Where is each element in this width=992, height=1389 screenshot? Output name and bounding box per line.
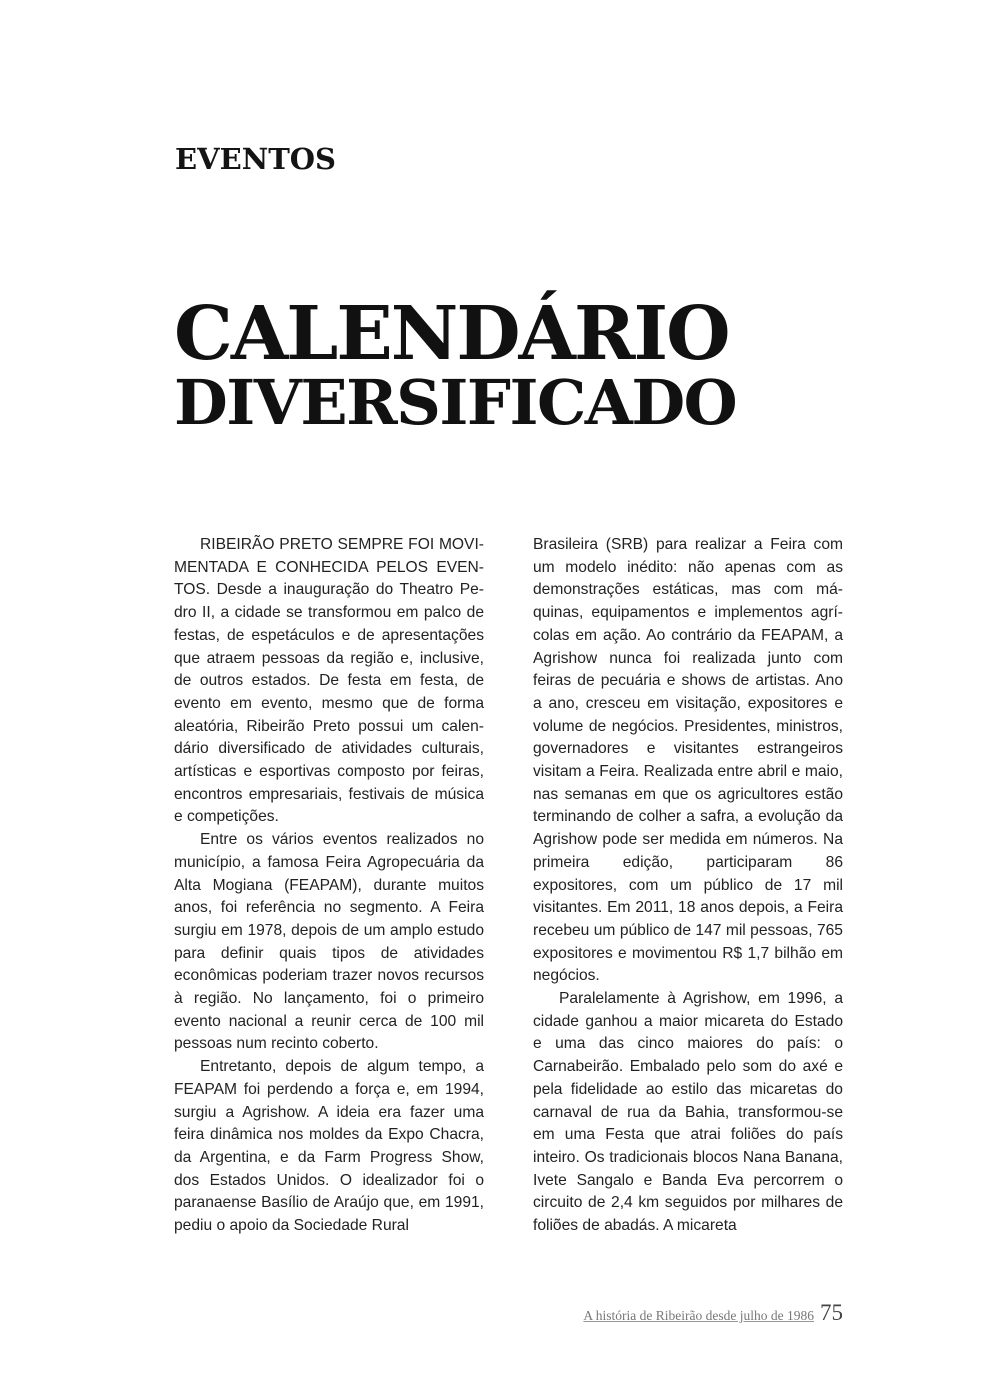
page-number: 75 bbox=[820, 1300, 843, 1325]
paragraph: Entre os vários eventos realizados no município, a famosa Feira Agropecuária da Alta Mogiana (FEAPAM), durante muitos anos, foi referência no segmento. A Feira surgiu em 1978, depois de um amplo estudo para definir quais tipos de atividades econômicas poderiam trazer novos recursos à região. No lançamento, foi o primeiro evento nacional a reunir cerca de 100 mil pessoas num recinto coberto. bbox=[174, 831, 484, 1053]
paragraph: Paralelamente à Agrishow, em 1996, a cidade ganhou a maior micareta do Estado e uma das cinco maiores do país: o Carnabeirão. Embalado pelo som do axé e pela fidelidade ao estilo das micaretas do carnaval de rua da Bahia, transformou-se em uma Festa que atrai foliões do país inteiro. Os tradicionais blocos Nana Banana, Ivete Sangalo e Banda Eva percorrem o circuito de 2,4 km seguidos por milhares de foliões de abadás. A micareta bbox=[533, 990, 843, 1235]
page-footer bbox=[583, 1300, 843, 1326]
running-title: A história de Ribeirão desde julho de 1986 bbox=[583, 1308, 814, 1323]
paragraph: Brasileira (SRB) para realizar a Feira com um modelo inédito: não apenas com as demonstrações estáticas, mas com máquinas, equipamentos e implementos agrícolas em ação. Ao contrário da FEAPAM, a Agrishow nunca foi realizada junto com feiras de pecuária e shows de artistas. Ano a ano, cresceu em visitação, expositores e volume de negócios. Presidentes, ministros, governadores e visitantes estrangeiros visitam a Feira. Realizada entre abril e maio, nas semanas em que os agricultores estão terminando de colher a safra, a evolução da Agrishow pode ser medida em números. Na primeira edição, participaram 86 expositores, com um público de 17 mil visitantes. Em 2011, 18 anos depois, a Feira recebeu um público de 147 mil pessoas, 765 expositores e movimentou R$ 1,7 bilhão em negócios. bbox=[533, 536, 843, 985]
article-title bbox=[174, 291, 737, 439]
paragraph: Entretanto, depois de algum tempo, a FEAPAM foi perdendo a força e, em 1994, surgiu a Agrishow. A ideia era fazer uma feira dinâmica nos moldes da Expo Chacra, da Argentina, e da Farm Progress Show, dos Estados Unidos. O idealizador foi o paranaense Basílio de Araújo que, em 1991, pediu o apoio da Sociedade Rural bbox=[174, 1058, 484, 1235]
article-title-line-2: DIVERSIFICADO bbox=[174, 366, 737, 439]
body-column-left bbox=[174, 534, 484, 1238]
article-title-line-1: CALENDÁRIO bbox=[174, 291, 729, 377]
paragraph: RIBEIRÃO PRETO SEMPRE FOI MOVIMENTADA E CONHECIDA PELOS EVENTOS. Desde a inauguração do Theatro Pedro II, a cidade se transformou em palco de festas, de espetáculos e de apresentações que atraem pessoas da região e, inclusive, de outros estados. De festa em festa, de evento em evento, mesmo que de forma aleatória, Ribeirão Preto possui um calendário diversificado de atividades culturais, artísticas e esportivas composto por feiras, encontros empresariais, festivais de música e competições. bbox=[174, 536, 484, 826]
body-column-right bbox=[533, 534, 843, 1238]
section-label: EVENTOS bbox=[175, 142, 337, 176]
